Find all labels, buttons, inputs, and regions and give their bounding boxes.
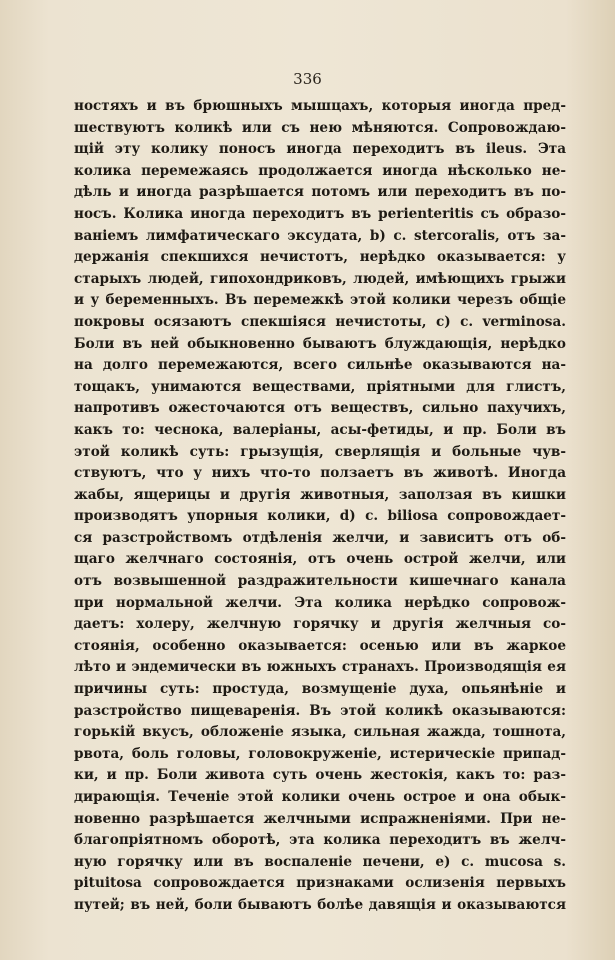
text-line: ствуютъ, что у нихъ что-то ползаетъ въ животѣ. Иногда [74, 465, 566, 482]
text-line: тощакъ, унимаются веществами, пріятными для глистъ, [74, 378, 566, 395]
text-line: горькій вкусъ, обложеніе языка, сильная жажда, тошнота, [74, 724, 566, 741]
text-line: путей; въ ней, боли бываютъ болѣе давящія и оказываются [74, 896, 566, 913]
text-line: pituitosa сопровождается признаками ослизенія первыхъ [74, 875, 566, 892]
text-line: на долго перемежаются, всего сильнѣе оказываются на- [74, 357, 566, 374]
text-line: стоянія, особенно оказывается: осенью или въ жаркое [74, 637, 566, 654]
text-line: старыхъ людей, гипохондриковъ, людей, имѣющихъ грыжи [74, 270, 566, 287]
text-line: разстройство пищеваренія. Въ этой коликѣ оказываются: [74, 702, 566, 719]
text-line: даетъ: холеру, желчную горячку и другія желчныя со- [74, 616, 566, 633]
text-line: покровы осязаютъ спекшіяся нечистоты, c) c. verminosa. [74, 313, 566, 330]
text-line: ся разстройствомъ отдѣленія желчи, и зависитъ отъ об- [74, 529, 566, 546]
text-line: носъ. Колика иногда переходитъ въ perienteritis съ образо- [74, 205, 566, 222]
text-line: производятъ упорныя колики, d) c. biliosa сопровождает- [74, 508, 566, 525]
text-line: лѣто и эндемически въ южныхъ странахъ. Производящія ея [74, 659, 566, 676]
text-line: новенно разрѣшается желчными испражненіями. При не- [74, 810, 566, 827]
text-line: ваніемъ лимфатическаго эксудата, b) c. stercoralis, отъ за- [74, 227, 566, 244]
text-line: ностяхъ и въ брюшныхъ мышцахъ, которыя иногда пред- [74, 98, 566, 114]
text-line: колика перемежаясь продолжается иногда нѣсколько не- [74, 162, 566, 179]
page-number: 336 [293, 70, 322, 88]
text-line: дирающія. Теченіе этой колики очень острое и она обык- [74, 789, 566, 805]
text-line: дѣль и иногда разрѣшается потомъ или переходитъ въ по- [74, 184, 566, 201]
text-line: Боли въ ней обыкновенно бываютъ блуждающія, нерѣдко [74, 335, 566, 352]
text-line: ки, и пр. Боли живота суть очень жестокія, какъ то: раз- [74, 767, 566, 784]
text-line: щаго желчнаго состоянія, отъ очень острой желчи, или [74, 551, 566, 568]
text-line: благопріятномъ оборотѣ, эта колика переходитъ въ желч- [74, 832, 566, 849]
text-line: и у беременныхъ. Въ перемежкѣ этой колики черезъ общіе [74, 292, 566, 309]
text-line: шествуютъ коликѣ или съ нею мѣняются. Сопровождаю- [74, 119, 566, 136]
text-line: причины суть: простуда, возмущеніе духа, опьянѣніе и [74, 681, 566, 698]
text-line: щій эту колику поносъ иногда переходитъ въ ileus. Эта [74, 141, 566, 158]
text-line: при нормальной желчи. Эта колика нерѣдко сопровож- [74, 594, 566, 611]
text-line: какъ то: чеснока, валеріаны, асы-фетиды, и пр. Боли въ [74, 421, 566, 438]
text-line: жабы, ящерицы и другія животныя, заползая въ кишки [74, 486, 566, 503]
body-text [74, 96, 566, 917]
text-line: держанія спекшихся нечистотъ, нерѣдко оказывается: у [74, 249, 566, 266]
text-line: отъ возвышенной раздражительности кишечнаго канала [74, 573, 566, 590]
text-line: этой коликѣ суть: грызущія, сверлящія и больные чув- [74, 443, 566, 460]
text-line: напротивъ ожесточаются отъ веществъ, сильно пахучихъ, [74, 400, 566, 417]
text-line: ную горячку или въ воспаленіе печени, e) c. mucosa s. [74, 853, 566, 870]
text-line: рвота, боль головы, головокруженіе, истерическіе припад- [74, 745, 566, 762]
